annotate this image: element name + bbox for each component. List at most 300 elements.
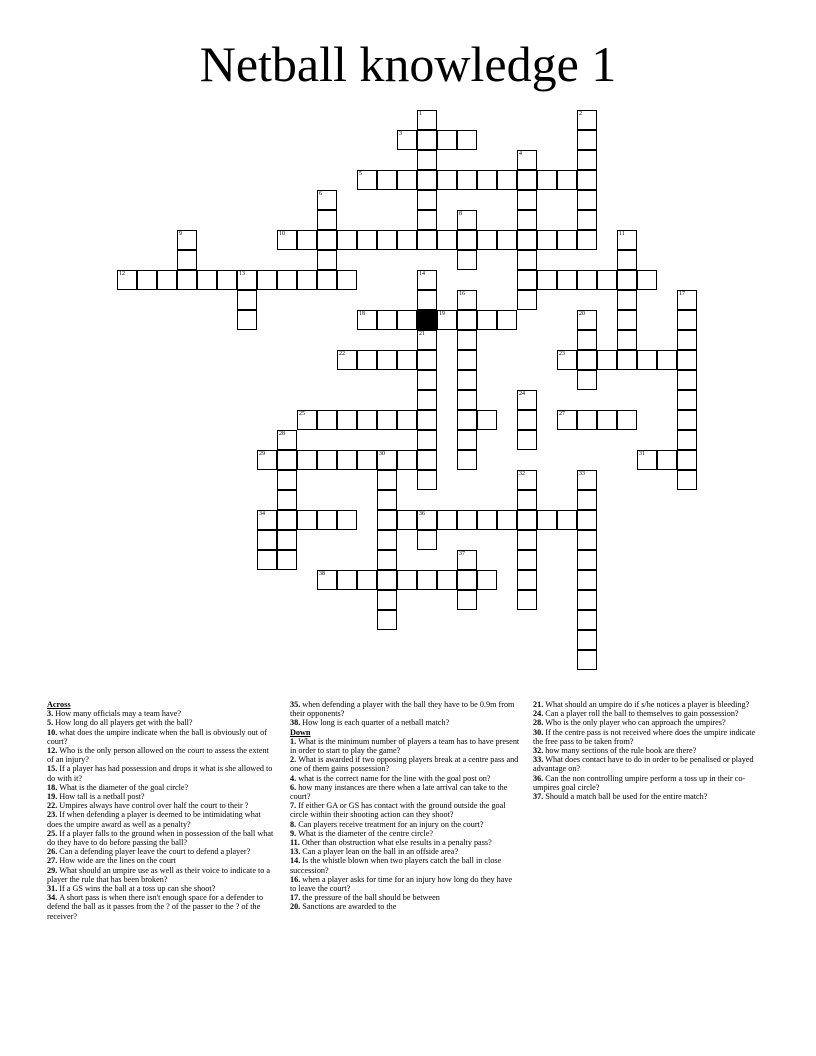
grid-cell[interactable]	[537, 270, 557, 290]
grid-cell[interactable]	[377, 530, 397, 550]
grid-cell[interactable]	[617, 270, 637, 290]
grid-cell[interactable]	[417, 290, 437, 310]
clue-item-number: 34	[47, 893, 56, 903]
grid-cell[interactable]	[577, 530, 597, 550]
grid-cell[interactable]	[217, 270, 237, 290]
grid-cell[interactable]	[617, 310, 637, 330]
grid-cell[interactable]	[517, 230, 537, 250]
clue-item-text: If the centre pass is not received where does the umpire indicate the free pass to be taken from?	[533, 727, 756, 746]
grid-cell[interactable]	[317, 190, 337, 210]
grid-cell[interactable]	[377, 510, 397, 530]
grid-cell[interactable]	[557, 170, 577, 190]
clue-item-text: Can players receive treatment for an injury on the court?	[298, 819, 484, 829]
grid-cell[interactable]	[417, 570, 437, 590]
grid-cell[interactable]	[357, 170, 377, 190]
grid-cell[interactable]	[377, 590, 397, 610]
grid-cell[interactable]	[437, 130, 457, 150]
grid-cell[interactable]	[377, 470, 397, 490]
grid-cell[interactable]	[277, 510, 297, 530]
grid-cell[interactable]	[417, 470, 437, 490]
grid-cell[interactable]	[577, 210, 597, 230]
grid-cell[interactable]	[577, 570, 597, 590]
clue-item-number: 28	[533, 718, 542, 728]
grid-cell[interactable]	[517, 510, 537, 530]
grid-cell[interactable]	[497, 230, 517, 250]
grid-cell[interactable]	[517, 390, 537, 410]
grid-cell[interactable]	[457, 330, 477, 350]
grid-cell[interactable]	[377, 350, 397, 370]
grid-cell[interactable]	[357, 450, 377, 470]
grid-cell[interactable]	[577, 610, 597, 630]
grid-cell[interactable]	[457, 450, 477, 470]
clue-number: 38	[319, 571, 325, 577]
grid-cell[interactable]	[677, 410, 697, 430]
clue-item-number: 19	[47, 792, 56, 802]
clue-item-text: Can a player lean on the ball in an offside area?	[302, 847, 459, 857]
grid-cell[interactable]	[417, 530, 437, 550]
grid-cell-blocked	[417, 310, 437, 330]
grid-cell[interactable]	[577, 550, 597, 570]
grid-cell[interactable]	[317, 230, 337, 250]
grid-cell[interactable]	[417, 210, 437, 230]
clue-number: 1	[419, 111, 422, 117]
clue-item-text: What is the diameter of the goal circle?	[59, 782, 189, 792]
clue-item-text: What does contact have to do in order to be penalised or played advantage on?	[533, 755, 754, 774]
grid-cell[interactable]	[457, 130, 477, 150]
grid-cell[interactable]	[257, 270, 277, 290]
grid-cell[interactable]	[517, 570, 537, 590]
grid-cell[interactable]	[337, 510, 357, 530]
grid-cell[interactable]	[557, 510, 577, 530]
grid-cell[interactable]	[417, 510, 437, 530]
grid-cell[interactable]	[397, 170, 417, 190]
grid-cell[interactable]	[457, 210, 477, 230]
clue-item: 5. How long do all players get with the ball?	[47, 718, 193, 728]
clue-item-number: 17	[290, 893, 299, 903]
grid-cell[interactable]	[637, 270, 657, 290]
grid-cell[interactable]	[277, 530, 297, 550]
clue-item: 2. What is awarded if two opposing players break at a centre pass and one of them gains possession?	[290, 755, 519, 774]
grid-cell[interactable]	[357, 350, 377, 370]
grid-cell[interactable]	[517, 470, 537, 490]
grid-cell[interactable]	[437, 170, 457, 190]
grid-cell[interactable]	[437, 230, 457, 250]
clue-item-number: 6	[290, 782, 295, 792]
grid-cell[interactable]	[537, 230, 557, 250]
grid-cell[interactable]	[457, 310, 477, 330]
grid-cell[interactable]	[617, 410, 637, 430]
grid-cell[interactable]	[577, 150, 597, 170]
grid-cell[interactable]	[377, 490, 397, 510]
clue-number: 5	[359, 171, 362, 177]
grid-cell[interactable]	[297, 230, 317, 250]
grid-cell[interactable]	[677, 290, 697, 310]
grid-cell[interactable]	[677, 310, 697, 330]
clue-item-number: 9	[290, 828, 295, 838]
clue-number: 34	[259, 511, 265, 517]
grid-cell[interactable]	[517, 430, 537, 450]
grid-cell[interactable]	[577, 470, 597, 490]
grid-cell[interactable]	[577, 270, 597, 290]
grid-cell[interactable]	[557, 270, 577, 290]
clue-item: 28. Who is the only player who can approach the umpires?	[533, 718, 726, 728]
clue-number: 16	[459, 291, 465, 297]
clue-item-number: 4	[290, 773, 295, 783]
grid-cell[interactable]	[557, 230, 577, 250]
grid-cell[interactable]	[437, 310, 457, 330]
grid-cell[interactable]	[577, 590, 597, 610]
grid-cell[interactable]	[517, 270, 537, 290]
down-clue-list-continued	[533, 700, 763, 801]
grid-cell[interactable]	[457, 250, 477, 270]
grid-cell[interactable]	[417, 430, 437, 450]
grid-cell[interactable]	[677, 370, 697, 390]
clue-item-text: when defending a player with the ball they have to be 0.9m from their opponents?	[290, 700, 515, 719]
grid-cell[interactable]	[517, 490, 537, 510]
clue-item: 7. If either GA or GS has contact with the ground outside the goal circle within their shooting action can they shoot?	[290, 801, 506, 820]
grid-cell[interactable]	[577, 310, 597, 330]
grid-cell[interactable]	[317, 570, 337, 590]
grid-cell[interactable]	[517, 190, 537, 210]
grid-cell[interactable]	[517, 590, 537, 610]
clue-item-text: Who is the only player who can approach the umpires?	[545, 718, 726, 728]
grid-cell[interactable]	[277, 270, 297, 290]
grid-cell[interactable]	[277, 550, 297, 570]
grid-cell[interactable]	[417, 190, 437, 210]
grid-cell[interactable]	[497, 510, 517, 530]
clue-item: 35. when defending a player with the ball they have to be 0.9m from their opponents?	[290, 700, 515, 719]
grid-cell[interactable]	[637, 350, 657, 370]
grid-cell[interactable]	[317, 510, 337, 530]
clue-item-number: 29	[47, 865, 56, 875]
grid-cell[interactable]	[157, 270, 177, 290]
grid-cell[interactable]	[577, 130, 597, 150]
clue-item-text: If a player falls to the ground when in possession of the ball what do they have to do before passing the ball?	[47, 828, 274, 848]
clue-number: 4	[519, 151, 522, 157]
clue-item-number: 37	[533, 792, 542, 802]
grid-cell[interactable]	[457, 230, 477, 250]
grid-cell[interactable]	[517, 290, 537, 310]
clue-item-text: How wide are the lines on the court	[59, 856, 176, 866]
grid-cell[interactable]	[557, 410, 577, 430]
clue-item-number: 20	[290, 902, 299, 912]
grid-cell[interactable]	[177, 230, 197, 250]
clue-item: 27. How wide are the lines on the court	[47, 856, 176, 866]
grid-cell[interactable]	[317, 410, 337, 430]
grid-cell[interactable]	[457, 290, 477, 310]
grid-cell[interactable]	[577, 630, 597, 650]
grid-cell[interactable]	[477, 510, 497, 530]
grid-cell[interactable]	[517, 550, 537, 570]
grid-cell[interactable]	[577, 650, 597, 670]
clue-item-number: 16	[290, 874, 299, 884]
grid-cell[interactable]	[457, 550, 477, 570]
grid-cell[interactable]	[517, 150, 537, 170]
grid-cell[interactable]	[297, 410, 317, 430]
grid-cell[interactable]	[257, 450, 277, 470]
grid-cell[interactable]	[377, 410, 397, 430]
grid-cell[interactable]	[397, 570, 417, 590]
grid-cell[interactable]	[517, 210, 537, 230]
grid-cell[interactable]	[377, 570, 397, 590]
grid-cell[interactable]	[457, 390, 477, 410]
grid-cell[interactable]	[457, 590, 477, 610]
grid-cell[interactable]	[357, 570, 377, 590]
grid-cell[interactable]	[237, 270, 257, 290]
grid-cell[interactable]	[577, 190, 597, 210]
clue-item-text: Sanctions are awarded to the	[302, 902, 397, 912]
clue-item: 11. Other than obstruction what else results in a penalty pass?	[290, 838, 492, 848]
grid-cell[interactable]	[417, 390, 437, 410]
grid-cell[interactable]	[357, 230, 377, 250]
grid-cell[interactable]	[397, 410, 417, 430]
grid-cell[interactable]	[637, 450, 657, 470]
grid-cell[interactable]	[417, 170, 437, 190]
clue-item: 34. A short pass is when there isn't enough space for a defender to defend the ball as it passes from the ? of the passer to the ? of the receiver?	[47, 893, 264, 921]
grid-cell[interactable]	[297, 270, 317, 290]
clue-item-number: 10	[47, 727, 56, 737]
grid-cell[interactable]	[237, 310, 257, 330]
clue-item: 8. Can players receive treatment for an injury on the court?	[290, 819, 484, 829]
clue-item-number: 12	[47, 746, 56, 756]
grid-cell[interactable]	[617, 250, 637, 270]
grid-cell[interactable]	[537, 170, 557, 190]
clue-item-number: 3	[47, 709, 52, 719]
grid-cell[interactable]	[377, 610, 397, 630]
grid-cell[interactable]	[517, 250, 537, 270]
clue-item: 4. what is the correct name for the line with the goal post on?	[290, 773, 491, 783]
grid-cell[interactable]	[477, 310, 497, 330]
grid-cell[interactable]	[397, 510, 417, 530]
grid-cell[interactable]	[477, 570, 497, 590]
grid-cell[interactable]	[677, 330, 697, 350]
grid-cell[interactable]	[297, 450, 317, 470]
grid-cell[interactable]	[617, 230, 637, 250]
clue-number: 9	[179, 231, 182, 237]
clue-item: 26. Can a defending player leave the court to defend a player?	[47, 847, 251, 857]
grid-cell[interactable]	[417, 150, 437, 170]
grid-cell[interactable]	[577, 110, 597, 130]
clue-item-text: Can a player roll the ball to themselves to gain possession?	[545, 709, 739, 719]
clues-column-3	[533, 700, 763, 801]
grid-cell[interactable]	[577, 350, 597, 370]
clue-item: 17. the pressure of the ball should be between	[290, 893, 440, 903]
grid-cell[interactable]	[377, 170, 397, 190]
grid-cell[interactable]	[457, 350, 477, 370]
grid-cell[interactable]	[197, 270, 217, 290]
grid-cell[interactable]	[397, 350, 417, 370]
grid-cell[interactable]	[457, 430, 477, 450]
clue-item-number: 18	[47, 782, 56, 792]
crossword-grid	[117, 110, 701, 650]
grid-cell[interactable]	[257, 510, 277, 530]
grid-cell[interactable]	[337, 270, 357, 290]
clue-item: 15. If a player has had possession and drops it what is she allowed to do with it?	[47, 764, 273, 783]
clue-item-text: If a player has had possession and drops it what is she allowed to do with it?	[47, 764, 273, 783]
clue-number: 21	[419, 331, 425, 337]
clue-item-text: If either GA or GS has contact with the ground outside the goal circle within their shooting action can they shoot?	[290, 801, 506, 820]
grid-cell[interactable]	[677, 430, 697, 450]
clue-number: 22	[339, 351, 345, 357]
grid-cell[interactable]	[297, 510, 317, 530]
grid-cell[interactable]	[337, 410, 357, 430]
clue-item-text: the pressure of the ball should be between	[302, 893, 440, 903]
grid-cell[interactable]	[377, 550, 397, 570]
clue-item: 12. Who is the only person allowed on the court to assess the extent of an injury?	[47, 746, 269, 765]
clue-item: 10. what does the umpire indicate when the ball is obviously out of court?	[47, 727, 267, 746]
grid-cell[interactable]	[457, 570, 477, 590]
grid-cell[interactable]	[657, 450, 677, 470]
grid-cell[interactable]	[257, 530, 277, 550]
clue-number: 12	[119, 271, 125, 277]
clue-number: 37	[459, 551, 465, 557]
grid-cell[interactable]	[277, 230, 297, 250]
clue-item-number: 22	[47, 801, 56, 811]
across-heading: Across	[47, 700, 71, 709]
clue-item-text: Can a defending player leave the court to defend a player?	[59, 847, 251, 857]
grid-cell[interactable]	[317, 450, 337, 470]
grid-cell[interactable]	[477, 230, 497, 250]
clue-item-number: 8	[290, 819, 295, 829]
grid-cell[interactable]	[277, 450, 297, 470]
clue-item: 3. How many officials may a team have?	[47, 709, 181, 719]
clue-item-number: 23	[47, 810, 56, 820]
grid-cell[interactable]	[577, 230, 597, 250]
grid-cell[interactable]	[577, 410, 597, 430]
clue-number: 3	[399, 131, 402, 137]
grid-cell[interactable]	[517, 530, 537, 550]
grid-cell[interactable]	[577, 170, 597, 190]
grid-cell[interactable]	[677, 450, 697, 470]
clue-number: 8	[459, 211, 462, 217]
grid-cell[interactable]	[617, 290, 637, 310]
grid-cell[interactable]	[397, 230, 417, 250]
grid-cell[interactable]	[317, 210, 337, 230]
grid-cell[interactable]	[457, 170, 477, 190]
grid-cell[interactable]	[457, 370, 477, 390]
clue-number: 17	[679, 291, 685, 297]
grid-cell[interactable]	[317, 270, 337, 290]
grid-cell[interactable]	[437, 570, 457, 590]
clue-item-number: 27	[47, 856, 56, 866]
grid-cell[interactable]	[397, 310, 417, 330]
clue-item-number: 38	[290, 718, 299, 728]
clue-item: 9. What is the diameter of the centre circle?	[290, 828, 433, 838]
grid-cell[interactable]	[357, 410, 377, 430]
grid-cell[interactable]	[537, 510, 557, 530]
grid-cell[interactable]	[277, 470, 297, 490]
grid-cell[interactable]	[337, 230, 357, 250]
clue-number: 2	[579, 111, 582, 117]
grid-cell[interactable]	[477, 410, 497, 430]
clue-item: 18. What is the diameter of the goal circle?	[47, 782, 189, 792]
grid-cell[interactable]	[657, 350, 677, 370]
grid-cell[interactable]	[577, 370, 597, 390]
grid-cell[interactable]	[597, 350, 617, 370]
grid-cell[interactable]	[397, 450, 417, 470]
grid-cell[interactable]	[177, 250, 197, 270]
grid-cell[interactable]	[377, 230, 397, 250]
clue-number: 23	[559, 351, 565, 357]
grid-cell[interactable]	[677, 470, 697, 490]
grid-cell[interactable]	[277, 430, 297, 450]
grid-cell[interactable]	[357, 310, 377, 330]
grid-cell[interactable]	[317, 250, 337, 270]
clue-item: 31. If a GS wins the ball at a toss up can she shoot?	[47, 884, 216, 894]
grid-cell[interactable]	[277, 490, 297, 510]
grid-cell[interactable]	[377, 310, 397, 330]
grid-cell[interactable]	[517, 410, 537, 430]
grid-cell[interactable]	[417, 230, 437, 250]
grid-cell[interactable]	[117, 270, 137, 290]
clue-item-number: 7	[290, 801, 295, 811]
clue-item: 6. how many instances are there when a late arrival can take to the court?	[290, 782, 508, 802]
grid-cell[interactable]	[497, 310, 517, 330]
grid-cell[interactable]	[377, 450, 397, 470]
grid-cell[interactable]	[417, 130, 437, 150]
grid-cell[interactable]	[577, 510, 597, 530]
clue-item-number: 13	[290, 847, 299, 857]
grid-cell[interactable]	[137, 270, 157, 290]
grid-cell[interactable]	[497, 170, 517, 190]
clue-item-number: 32	[533, 746, 542, 756]
grid-cell[interactable]	[417, 330, 437, 350]
grid-cell[interactable]	[677, 350, 697, 370]
grid-cell[interactable]	[417, 450, 437, 470]
clue-item-text: Can the non controlling umpire perform a toss up in their co-umpires goal circle?	[533, 773, 746, 792]
clue-item-text: Should a match ball be used for the entire match?	[545, 792, 708, 802]
grid-cell[interactable]	[257, 550, 277, 570]
grid-cell[interactable]	[177, 270, 197, 290]
grid-cell[interactable]	[597, 410, 617, 430]
grid-cell[interactable]	[477, 170, 497, 190]
grid-cell[interactable]	[417, 410, 437, 430]
clue-number: 27	[559, 411, 565, 417]
grid-cell[interactable]	[337, 350, 357, 370]
grid-cell[interactable]	[417, 350, 437, 370]
grid-cell[interactable]	[417, 270, 437, 290]
grid-cell[interactable]	[417, 110, 437, 130]
clue-item-text: A short pass is when there isn't enough space for a defender to defend the ball as it passes from the ? of the passer to the ? of the receiver?	[47, 893, 264, 921]
grid-cell[interactable]	[337, 450, 357, 470]
clue-item: 21. What should an umpire do if s/he notices a player is bleeding?	[533, 700, 750, 709]
grid-cell[interactable]	[557, 350, 577, 370]
clue-number: 24	[519, 391, 525, 397]
grid-cell[interactable]	[517, 170, 537, 190]
clue-item-text: how many instances are there when a late arrival can take to the court?	[290, 782, 508, 802]
grid-cell[interactable]	[677, 390, 697, 410]
grid-cell[interactable]	[397, 130, 417, 150]
clue-item-text: how many sections of the rule book are there?	[545, 746, 697, 756]
clue-item-text: What is the minimum number of players a team has to have present in order to start to play the game?	[290, 736, 520, 756]
grid-cell[interactable]	[597, 270, 617, 290]
clue-item-number: 31	[47, 884, 56, 894]
grid-cell[interactable]	[617, 330, 637, 350]
grid-cell[interactable]	[237, 290, 257, 310]
grid-cell[interactable]	[417, 370, 437, 390]
clue-number: 11	[619, 231, 625, 237]
grid-cell[interactable]	[337, 570, 357, 590]
clue-item-text: Umpires always have control over half the court to their ?	[59, 801, 249, 811]
grid-cell[interactable]	[577, 490, 597, 510]
grid-cell[interactable]	[617, 350, 637, 370]
grid-cell[interactable]	[437, 510, 457, 530]
clue-item-number: 36	[533, 773, 542, 783]
grid-cell[interactable]	[457, 410, 477, 430]
grid-cell[interactable]	[457, 510, 477, 530]
clue-item: 30. If the centre pass is not received where does the umpire indicate the free pass to be taken from?	[533, 727, 756, 746]
grid-cell[interactable]	[577, 330, 597, 350]
